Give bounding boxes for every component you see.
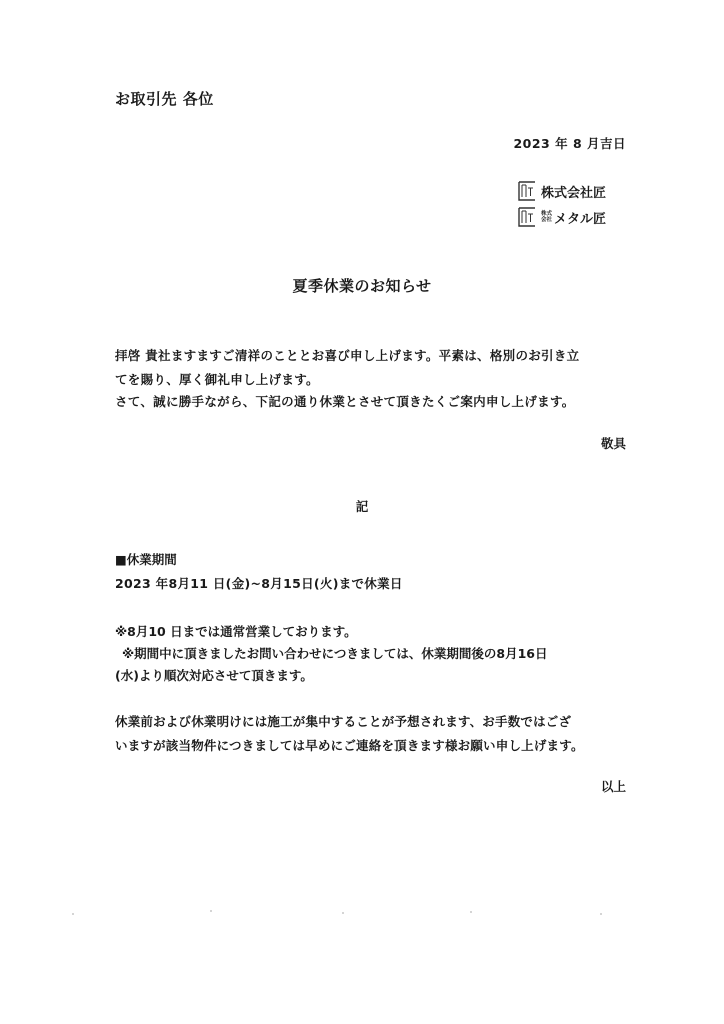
closure-period: 2023 年8月11 日(金)~8月15日(火)まで休業日: [115, 576, 403, 591]
scan-speck: [342, 912, 344, 914]
issue-date: 2023 年 8 月吉日: [513, 136, 626, 151]
scan-speck: [600, 913, 602, 915]
closing-keigu: 敬具: [600, 436, 626, 451]
company-name-2-text: メタル匠: [554, 211, 607, 227]
takumi-logo-icon: [517, 180, 537, 202]
scan-speck: [72, 913, 74, 915]
note-2: ※期間中に頂きましたお問い合わせにつきましては、休業期間後の8月16日: [122, 646, 548, 661]
recipient: お取引先 各位: [115, 90, 214, 108]
kabushiki-prefix-bottom: 会社: [541, 217, 553, 223]
note-1: ※8月10 日までは通常営業しております。: [115, 624, 357, 639]
takumi-logo-icon-2: [517, 206, 537, 228]
scan-speck: [210, 910, 212, 912]
greeting-line-1: 拝啓 貴社ますますご清祥のこととお喜び申し上げます。平素は、格別のお引き立: [115, 348, 580, 363]
ki-heading: 記: [355, 499, 369, 514]
note-3: (水)より順次対応させて頂きます。: [115, 668, 313, 683]
scan-speck: [470, 911, 472, 913]
kabushiki-prefix-top: 株式: [541, 211, 553, 217]
kabushiki-prefix: [541, 211, 552, 223]
notice-paragraph-line-2: いますが該当物件につきましては早めにご連絡を頂きます様お願い申し上げます。: [115, 738, 584, 753]
company-name-1-text: 株式会社匠: [541, 185, 607, 201]
notice-paragraph-line-1: 休業前および休業明けには施工が集中することが予想されます、お手数ではござ: [115, 714, 572, 729]
greeting-line-3: さて、誠に勝手ながら、下記の通り休業とさせて頂きたくご案内申し上げます。: [115, 394, 575, 409]
company-name-2: [517, 206, 606, 228]
company-name-1: [517, 180, 606, 202]
closure-period-heading: ■休業期間: [115, 552, 177, 567]
document-title: 夏季休業のお知らせ: [292, 277, 432, 295]
greeting-line-2: てを賜り、厚く御礼申し上げます。: [115, 372, 319, 387]
closing-ijou: 以上: [600, 779, 626, 794]
